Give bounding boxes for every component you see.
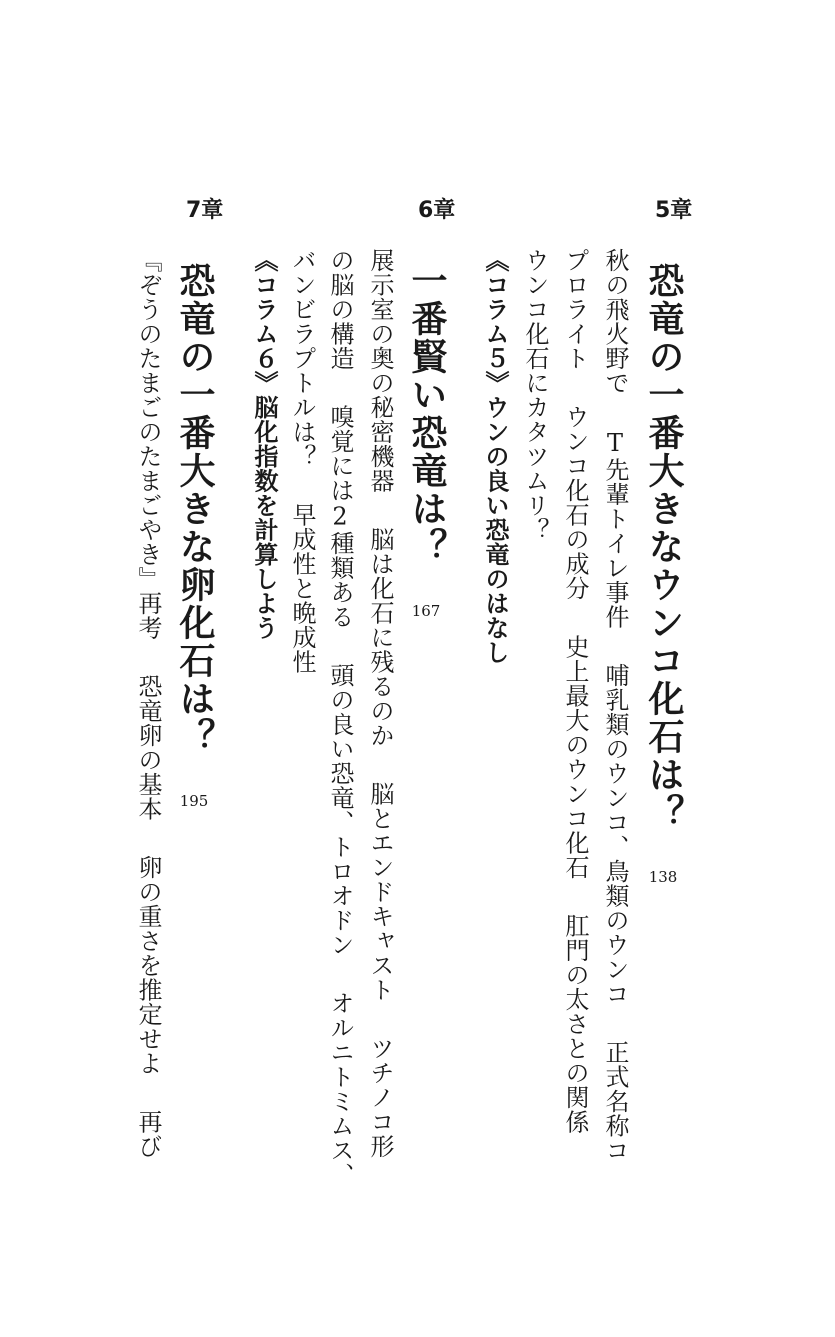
chapter-6-line-1	[368, 248, 392, 1159]
chapter-6-column: 《コラム６》脳化指数を計算しよう	[250, 248, 278, 640]
chapter-7-page: 195	[179, 792, 209, 810]
section-title: 正式名称コ	[601, 1040, 629, 1163]
chapter-7-line-1	[136, 248, 160, 1159]
section-title: プロライト	[561, 248, 589, 371]
chapter-7-title: 恐竜の一番大きな卵化石は？	[174, 262, 215, 756]
section-title: 嗅覚には2種類ある	[326, 404, 354, 629]
section-title: ツチノコ形	[366, 1036, 394, 1159]
section-title: 再び	[134, 1109, 162, 1159]
section-title: 恐竜卵の基本	[134, 674, 162, 821]
section-title: 『ぞうのたまごのたまごやき』再考	[134, 248, 162, 640]
section-title: 展示室の奥の秘密機器	[366, 248, 394, 493]
section-title: 脳は化石に残るのか	[366, 527, 394, 748]
chapter-6-heading	[406, 262, 447, 620]
section-title: 頭の良い恐竜、トロオドン	[326, 663, 354, 957]
chapter-5-line-2	[563, 248, 587, 1134]
section-title: T先輩トイレ事件	[601, 429, 629, 629]
chapter-5-line-3	[523, 248, 547, 542]
section-title: 肛門の太さとの関係	[561, 913, 589, 1134]
chapter-6-number: 6章	[418, 198, 456, 223]
section-title: 早成性と晩成性	[288, 502, 316, 674]
section-title: 秋の飛火野で	[601, 248, 629, 395]
section-title: 哺乳類のウンコ、鳥類のウンコ	[601, 663, 629, 1006]
section-title: 脳とエンドキャスト	[366, 781, 394, 1002]
section-title: ウンコ化石の成分	[561, 404, 589, 601]
chapter-7-heading	[174, 262, 215, 810]
chapter-5-column: 《コラム５》ウンの良い恐竜のはなし	[481, 248, 509, 665]
chapter-6-title: 一番賢い恐竜は？	[406, 262, 447, 566]
chapter-6-line-2	[328, 248, 352, 1187]
chapter-5-heading	[643, 262, 684, 886]
chapter-5-number: 5章	[655, 198, 693, 223]
section-title: 史上最大のウンコ化石	[561, 634, 589, 880]
chapter-6-line-3	[290, 248, 314, 674]
section-title: の脳の構造	[326, 248, 354, 371]
chapter-5-page: 138	[648, 868, 678, 886]
chapter-5-title: 恐竜の一番大きなウンコ化石は？	[643, 262, 684, 832]
section-title: バンビラプトルは？	[288, 248, 316, 469]
section-title: ウンコ化石にカタツムリ？	[521, 248, 549, 542]
chapter-7-number: 7章	[186, 198, 224, 223]
chapter-5-line-1	[603, 248, 627, 1163]
chapter-6-page: 167	[411, 602, 441, 620]
section-title: 卵の重さを推定せよ	[134, 855, 162, 1076]
section-title: オルニトミムス、	[326, 991, 354, 1187]
